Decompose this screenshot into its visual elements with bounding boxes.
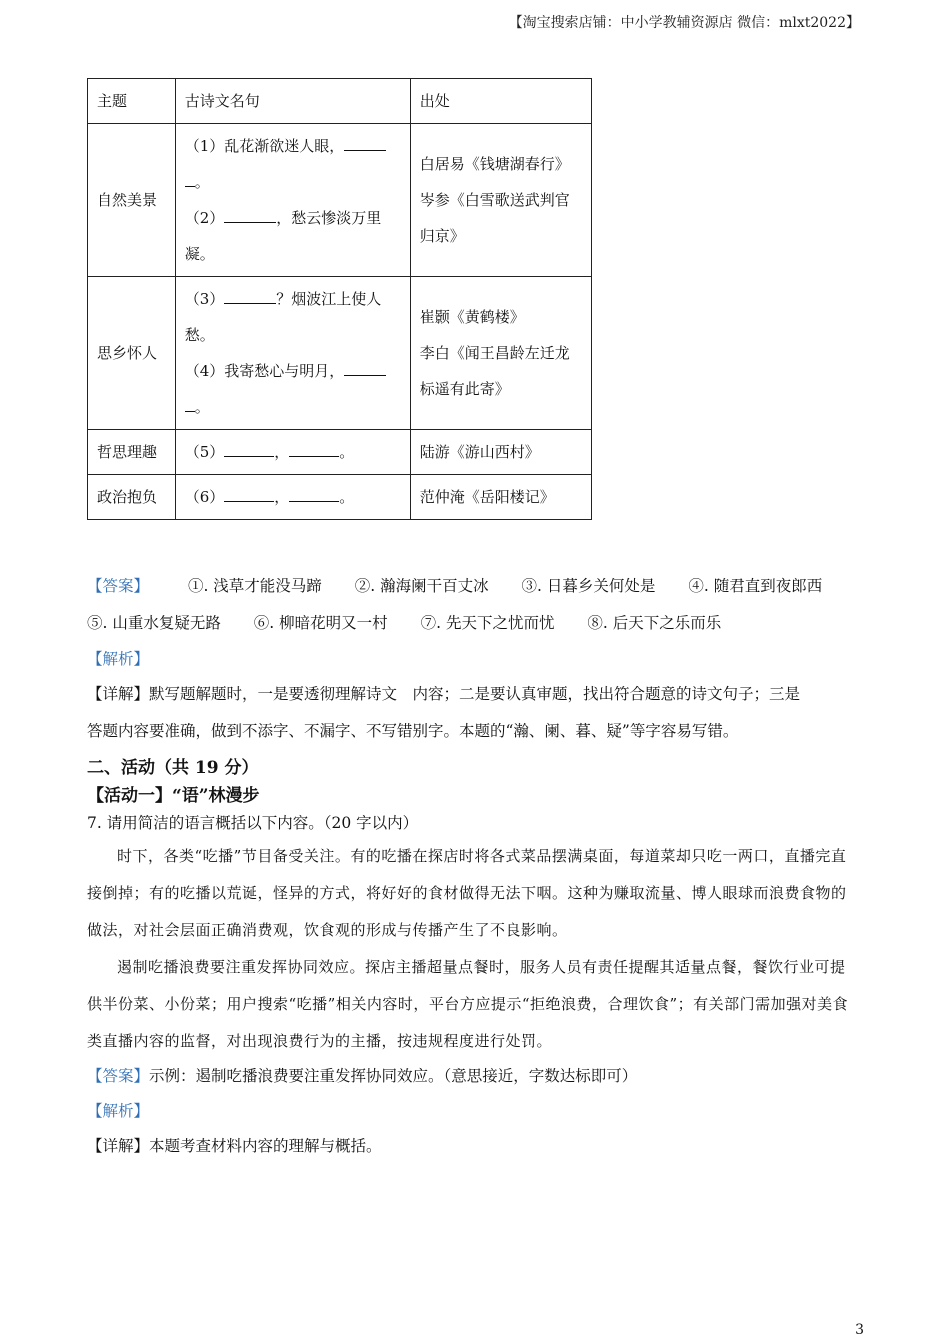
activity-title: 【活动一】“语”林漫步 xyxy=(87,786,260,806)
blank-5b[interactable] xyxy=(289,441,339,457)
table-row xyxy=(88,430,592,475)
table-row xyxy=(88,124,592,277)
theme-cell: 自然美景 xyxy=(88,124,176,277)
blank-6a[interactable] xyxy=(224,486,274,502)
section-title: 二、活动（共 19 分） xyxy=(87,758,259,778)
theme-cell: 思乡怀人 xyxy=(88,277,176,430)
answer-item: ①. 浅草才能没马蹄 xyxy=(187,577,322,595)
header-line: 古诗文名句 xyxy=(175,79,410,124)
answer-item: ⑤. 山重水复疑无路 xyxy=(87,614,221,632)
answer-line-q7: 【答案】示例：遏制吃播浪费要注重发挥协同效应。（意思接近，字数达标即可） xyxy=(87,1067,638,1085)
blank-2[interactable] xyxy=(224,207,276,223)
answer-item: ⑥. 柳暗花明又一村 xyxy=(253,614,388,632)
blank-4a[interactable] xyxy=(344,360,386,376)
analysis-label-q7: 【解析】 xyxy=(87,1102,150,1120)
answer-label: 【答案】 xyxy=(87,577,150,595)
header-theme: 主题 xyxy=(88,79,176,124)
table-header-row xyxy=(88,79,592,124)
source-cell: 陆游《游山西村》 xyxy=(410,430,591,475)
page-number: 3 xyxy=(855,1322,864,1338)
source-cell: 范仲淹《岳阳楼记》 xyxy=(410,475,591,520)
table-row xyxy=(88,277,592,430)
answer-item: ③. 日暮乡关何处是 xyxy=(521,577,656,595)
passage-paragraph-2: 遏制吃播浪费要注重发挥协同效应。探店主播超量点餐时，服务人员有责任提醒其适量点餐，餐饮行业可提供半份菜、小份菜；用户搜索“吃播”相关内容时，平台方应提示“拒绝浪费，合理饮食”；有关部门需加强对美食类直播内容的监督，对出现浪费行为的主播，按违规程度进行处罚。 xyxy=(87,958,849,1050)
poem-cell: （6） ， 。 xyxy=(175,475,410,520)
source-cell: 崔颢《黄鹤楼》 李白《闻王昌龄左迁龙标遥有此寄》 xyxy=(410,277,591,430)
passage xyxy=(87,838,859,1060)
blank-5a[interactable] xyxy=(224,441,274,457)
answer-item: ④. 随君直到夜郎西 xyxy=(688,577,823,595)
answer-item: ⑦. 先天下之忧而忧 xyxy=(420,614,555,632)
header-note: 【淘宝搜索店铺：中小学教辅资源店 微信：mlxt2022】 xyxy=(508,15,860,31)
theme-cell: 哲思理趣 xyxy=(88,430,176,475)
blank-4b[interactable] xyxy=(185,396,195,412)
poem-table xyxy=(87,78,592,520)
header-source: 出处 xyxy=(410,79,591,124)
analysis-label: 【解析】 xyxy=(87,650,150,668)
blank-6b[interactable] xyxy=(289,486,339,502)
source-cell: 白居易《钱塘湖春行》 岑参《白雪歌送武判官归京》 xyxy=(410,124,591,277)
blank-3[interactable] xyxy=(224,288,276,304)
answer-item: ②. 瀚海阑干百丈冰 xyxy=(354,577,489,595)
answer-line-2 xyxy=(87,611,721,633)
question-7: 7. 请用简洁的语言概括以下内容。（20 字以内） xyxy=(87,814,419,832)
answer-line-1 xyxy=(87,574,822,596)
theme-cell: 政治抱负 xyxy=(88,475,176,520)
poem-cell: （5） ， 。 xyxy=(175,430,410,475)
passage-paragraph-1: 时下，各类“吃播”节目备受关注。有的吃播在探店时将各式菜品摆满桌面，每道菜却只吃一两口，直播完直接倒掉；有的吃播以荒诞，怪异的方式，将好好的食材做得无法下咽。这种为赚取流量、博人眼球而浪费食物的做法，对社会层面正确消费观，饮食观的形成与传播产生了不良影响。 xyxy=(87,847,847,939)
blank-1a[interactable] xyxy=(344,135,386,151)
answer-item: ⑧. 后天下之乐而乐 xyxy=(587,614,722,632)
blank-1b[interactable] xyxy=(185,171,195,187)
poem-cell: （1）乱花渐欲迷人眼， 。 （2） ，愁云惨淡万里凝。 xyxy=(175,124,410,277)
detail-line-2: 答题内容要准确，做到不添字、不漏字、不写错别字。本题的“瀚、阑、暮、疑”等字容易写错。 xyxy=(87,722,739,740)
poem-cell: （3） ？烟波江上使人愁。 （4）我寄愁心与明月， 。 xyxy=(175,277,410,430)
detail-line-q7: 【详解】本题考查材料内容的理解与概括。 xyxy=(87,1137,382,1155)
table-row xyxy=(88,475,592,520)
detail-line-1: 【详解】默写题解题时，一是要透彻理解诗文 内容；二是要认真审题，找出符合题意的诗文句子；三是 xyxy=(87,685,801,703)
